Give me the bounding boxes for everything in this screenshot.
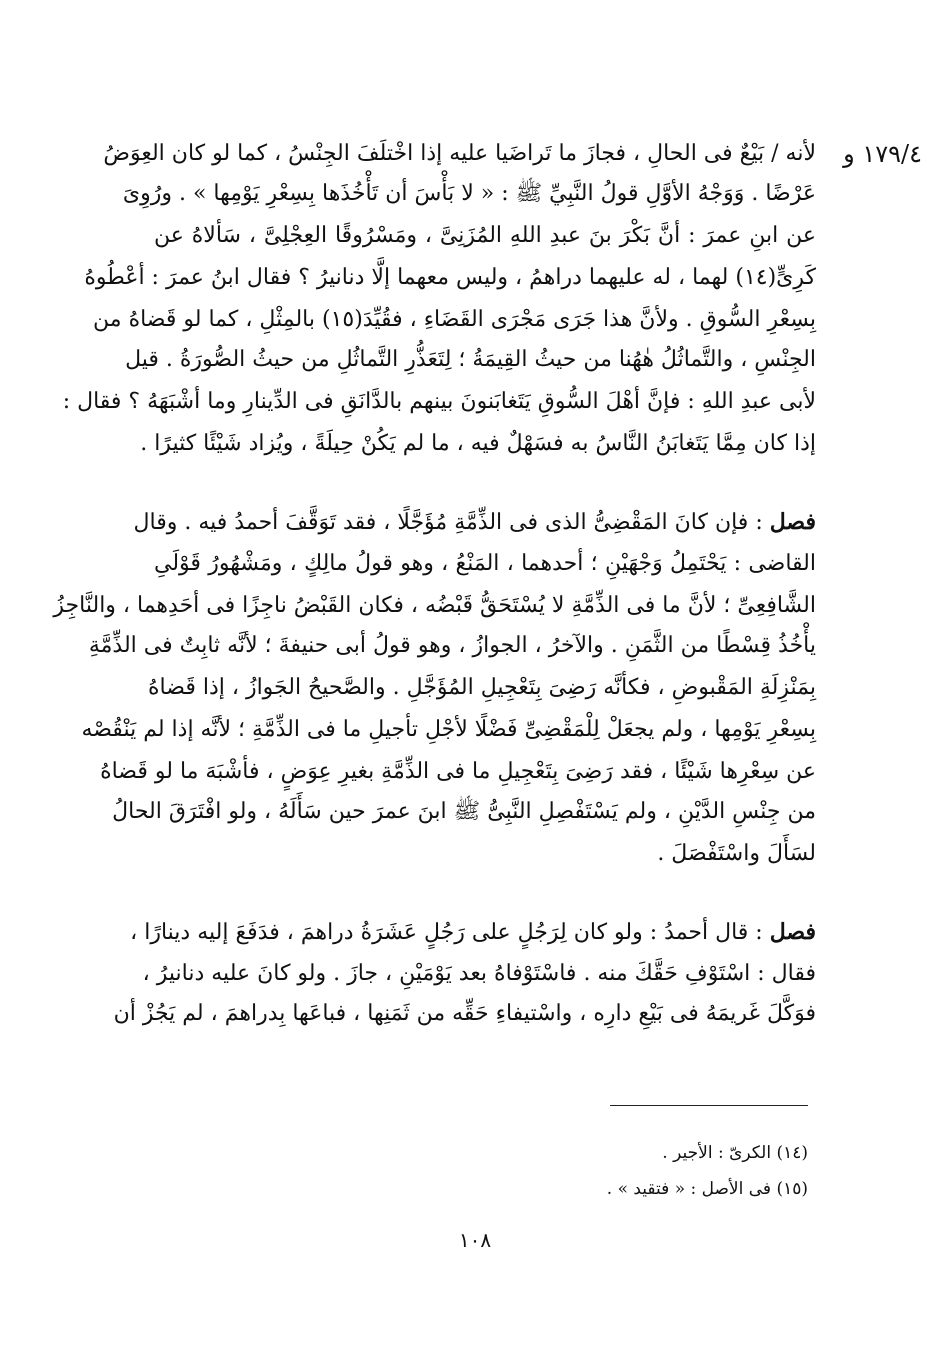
text-line: بِسِعْرِ يَوْمِها ، ولم يجعَلْ لِلْمَقْضِىِّ فَضْلًا لأجْلِ تأجيلِ ما فى الذِّمَّةِ ؛ لأنَّه إذا لم يَنْقُصْه [81,717,816,742]
text-line: فقال : اسْتَوْفِ حَقَّكَ منه . فاسْتَوْفاهُ بعد يَوْمَيْنِ ، جازَ . ولو كانَ عليه دنانيرُ ، [142,961,816,986]
text-line: بِمَنْزِلَةِ المَقْبوضِ ، فكأنَّه رَضِىَ بِتَعْجِيلِ المُؤَجَّلِ . والصَّحيحُ الجَوازُ ، إذا قَضاهُ [148,675,816,700]
text-line: لأنه / بَيْعٌ فى الحالِ ، فجازَ ما تَراضَيا عليه إذا اخْتلَفَ الجِنْسُ ، كما لو كان العِوَضُ [103,141,816,166]
footnote: (١٤) الكرىّ : الأجير . [662,1143,808,1163]
text-line: فوَكَّلَ غَريمَهُ فى بَيْعِ دارِه ، واسْتيفاءِ حَقِّه من ثَمَنِها ، فباعَها بِدراهمَ ، لم يَجُزْ أن [113,1001,816,1026]
text-line: الشَّافِعِىِّ ؛ لأنَّ ما فى الذِّمَّةِ لا يُسْتَحَقُّ قَبْضُه ، فكان القَبْضُ ناجِزًا فى أحَدِهما ، والنَّاجِزُ [53,593,816,618]
text-span: : قال أحمدُ : ولو كان لِرَجُلٍ على رَجُلٍ عَشَرَةُ دراهمَ ، فدَفَعَ إليه دينارًا ، [130,920,763,945]
text-line: القاضى : يَحْتَمِلُ وَجْهَيْنِ ؛ أحدهما ، المَنْعُ ، وهو قولُ مالِكٍ ، ومَشْهُورُ قَوْلَىِ [154,551,816,576]
footnote: (١٥) فى الأصل : « فتقيد » . [606,1179,808,1199]
text-line [133,502,816,543]
footnote-divider [610,1105,808,1106]
text-span: : فإن كانَ المَقْضِىُّ الذى فى الذِّمَّةِ مُؤَجَّلًا ، فقد تَوَقَّفَ أحمدُ فيه . وقال [133,510,763,535]
text-line: الجِنْسِ ، والتَّماثُلُ هٰهُنا من حيثُ القِيمَةُ ؛ لِتَعَذُّرِ التَّماثُلِ من حيثُ الصُّورَةُ . قيل [125,347,816,372]
text-line: لأبى عبدِ اللهِ : فإنَّ أهْلَ السُّوقِ يَتَغابَنونَ بينهم بالدَّانَقِ فى الدِّينارِ وما أشْبَهَهُ ؟ فقال : [62,389,816,414]
text-line: بِسِعْرِ السُّوقِ . ولأنَّ هذا جَرَى مَجْرَى القَضَاءِ ، فقُيِّدَ(١٥) بالمِثْلِ ، كما لو قَضاهُ من [93,307,816,332]
text-line: كَرِىٍّ(١٤) لهما ، له عليهما دراهمُ ، وليس معهما إلَّا دنانيرُ ؟ فقال ابنُ عمرَ : أعْطُوهُ [84,265,816,290]
text-line: من جِنْسِ الدَّيْنِ ، ولم يَسْتَفْصِلِ النَّبِىُّ ﷺ ابنَ عمرَ حين سَأَلَهُ ، ولو افْتَرَقَ الحالُ [112,799,816,824]
section-heading: فصل [769,509,816,535]
text-line: لسَأَلَ واسْتَفْصَلَ . [657,841,816,866]
text-line: عن ابنِ عمرَ : أنَّ بَكْرَ بنَ عبدِ اللهِ المُزَنِىَّ ، ومَسْرُوقًا العِجْلِىَّ ، سَألاهُ عن [154,223,816,248]
text-line: يأْخُذُ قِسْطًا من الثَّمَنِ . والآخرُ ، الجوازُ ، وهو قولُ أبى حنيفةَ ؛ لأنَّه ثابِتٌ فى الذِّمَّةِ [88,633,816,658]
text-line: عن سِعْرِها شَيْئًا ، فقد رَضِىَ بِتَعْجِيلِ ما فى الذِّمَّةِ بغيرِ عِوَضٍ ، فأشْبَهَ ما لو قَضاهُ [100,759,816,784]
text-line [130,912,816,953]
margin-reference: ١٧٩/٤ و [843,140,922,168]
section-heading: فصل [769,919,816,945]
page-number: ١٠٨ [458,1228,492,1252]
text-line: إذا كان مِمَّا يَتَغابَنُ النَّاسُ به فسَهْلٌ فيه ، ما لم يَكُنْ حِيلَةً ، ويُزاد شَيْئًا كثيرًا . [140,431,816,456]
text-line: عَرْضًا . وَوَجْهُ الأوَّلِ قولُ النَّبِيِّ ﷺ : « لا بَأْسَ أن تَأْخُذَها بِسِعْرِ يَوْمِها » . ورُوِىَ [122,181,816,206]
